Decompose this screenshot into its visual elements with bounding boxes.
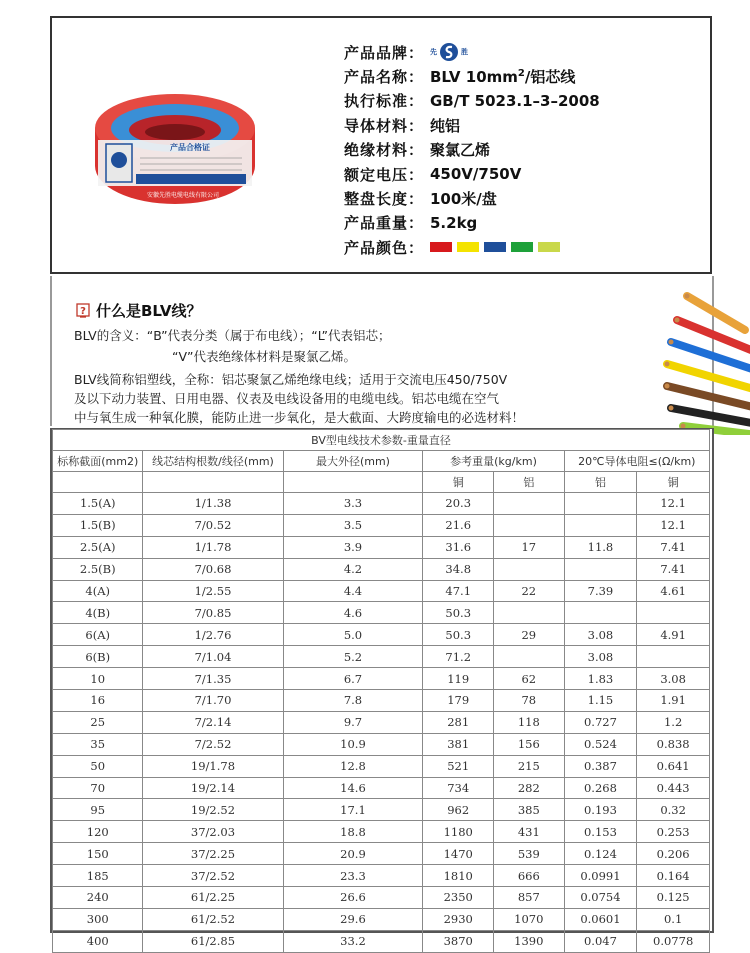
spec-colors bbox=[344, 235, 600, 259]
table-cell: 215 bbox=[494, 755, 565, 777]
spec-label: 产品重量： bbox=[344, 214, 425, 233]
table-cell: 7.8 bbox=[283, 690, 423, 712]
table-cell bbox=[637, 602, 710, 624]
table-row bbox=[53, 624, 710, 646]
table-cell: 7.41 bbox=[637, 558, 710, 580]
table-cell: 0.524 bbox=[564, 733, 637, 755]
spec-length bbox=[344, 186, 600, 210]
table-cell: 281 bbox=[423, 711, 494, 733]
table-cell: 0.838 bbox=[637, 733, 710, 755]
table-row bbox=[53, 821, 710, 843]
intro-line: 及以下动力装置、日用电器、仪表及电线设备用的电缆电线。铝芯电缆在空气 bbox=[74, 391, 500, 406]
table-row bbox=[53, 777, 710, 799]
intro-line: 中与氧生成一种氧化膜，能防止进一步氧化，是大截面、大跨度输电的必选材料！ bbox=[74, 410, 525, 425]
spec-value: 450V/750V bbox=[430, 165, 522, 184]
table-cell bbox=[494, 558, 565, 580]
table-cell bbox=[564, 514, 637, 536]
table-cell: 300 bbox=[53, 908, 143, 930]
spec-label: 产品名称： bbox=[344, 68, 425, 87]
table-cell: 3870 bbox=[423, 930, 494, 952]
table-cell: 0.0754 bbox=[564, 887, 637, 909]
spec-brand bbox=[344, 40, 600, 64]
table-row bbox=[53, 558, 710, 580]
table-cell: 0.124 bbox=[564, 843, 637, 865]
color-swatch bbox=[484, 242, 506, 252]
table-cell: 18.8 bbox=[283, 821, 423, 843]
table-cell: 31.6 bbox=[423, 536, 494, 558]
table-cell: 61/2.85 bbox=[143, 930, 283, 952]
table-cell: 1390 bbox=[494, 930, 565, 952]
col-header-resistance: 20℃导体电阻≤(Ω/km) bbox=[564, 451, 709, 472]
spec-label: 产品品牌： bbox=[344, 43, 425, 62]
table-row bbox=[53, 493, 710, 515]
table-cell: 4.61 bbox=[637, 580, 710, 602]
table-cell: 3.08 bbox=[564, 624, 637, 646]
intro-title bbox=[76, 300, 202, 321]
table-row bbox=[53, 668, 710, 690]
name-value-suffix: /铝芯线 bbox=[524, 68, 576, 87]
table-cell bbox=[564, 558, 637, 580]
table-cell: 521 bbox=[423, 755, 494, 777]
table-row bbox=[53, 755, 710, 777]
table-cell: 14.6 bbox=[283, 777, 423, 799]
table-cell: 7/1.35 bbox=[143, 668, 283, 690]
table-row bbox=[53, 908, 710, 930]
table-cell: 35 bbox=[53, 733, 143, 755]
table-cell: 10.9 bbox=[283, 733, 423, 755]
table-cell: 1.83 bbox=[564, 668, 637, 690]
table-cell: 23.3 bbox=[283, 865, 423, 887]
table-cell: 29.6 bbox=[283, 908, 423, 930]
color-swatches bbox=[430, 242, 560, 252]
table-cell: 4.6 bbox=[283, 602, 423, 624]
table-cell: 381 bbox=[423, 733, 494, 755]
table-cell: 1.15 bbox=[564, 690, 637, 712]
table-cell: 0.387 bbox=[564, 755, 637, 777]
product-info-panel bbox=[50, 16, 712, 274]
coil-label-title: 产品合格证 bbox=[170, 143, 210, 152]
table-cell: 19/2.52 bbox=[143, 799, 283, 821]
table-cell: 71.2 bbox=[423, 646, 494, 668]
table-cell: 0.047 bbox=[564, 930, 637, 952]
table-cell: 61/2.52 bbox=[143, 908, 283, 930]
table-cell: 37/2.52 bbox=[143, 865, 283, 887]
table-cell: 62 bbox=[494, 668, 565, 690]
spec-value: 聚氯乙烯 bbox=[430, 141, 491, 160]
spec-voltage bbox=[344, 162, 600, 186]
table-cell: 1810 bbox=[423, 865, 494, 887]
table-cell: 16 bbox=[53, 690, 143, 712]
svg-text:?: ? bbox=[80, 305, 86, 317]
table-cell: 0.0991 bbox=[564, 865, 637, 887]
table-row bbox=[53, 690, 710, 712]
table-cell: 179 bbox=[423, 690, 494, 712]
wires-illustration bbox=[627, 290, 750, 435]
name-value-sup: 2 bbox=[517, 68, 525, 80]
table-cell: 33.2 bbox=[283, 930, 423, 952]
table-cell: 70 bbox=[53, 777, 143, 799]
table-cell bbox=[564, 493, 637, 515]
table-cell: 20.9 bbox=[283, 843, 423, 865]
spec-standard bbox=[344, 89, 600, 113]
table-cell: 118 bbox=[494, 711, 565, 733]
intro-line: BLV的含义：“B”代表分类（属于布电线）；“L”代表铝芯； bbox=[74, 328, 391, 343]
spec-table bbox=[50, 428, 714, 949]
spec-label: 绝缘材料： bbox=[344, 141, 425, 160]
sub-header-empty bbox=[143, 472, 283, 493]
table-cell: 12.1 bbox=[637, 493, 710, 515]
table-row bbox=[53, 865, 710, 887]
table-cell: 282 bbox=[494, 777, 565, 799]
table-cell: 0.253 bbox=[637, 821, 710, 843]
table-cell: 4(A) bbox=[53, 580, 143, 602]
table-cell bbox=[494, 602, 565, 624]
table-cell: 7/0.52 bbox=[143, 514, 283, 536]
table-cell: 1/1.78 bbox=[143, 536, 283, 558]
table-cell: 3.9 bbox=[283, 536, 423, 558]
table-cell: 0.206 bbox=[637, 843, 710, 865]
brand-logo-icon bbox=[439, 42, 459, 62]
color-swatch bbox=[457, 242, 479, 252]
spec-value: GB/T 5023.1–3–2008 bbox=[430, 91, 600, 110]
table-cell: 50.3 bbox=[423, 602, 494, 624]
table-cell: 3.08 bbox=[564, 646, 637, 668]
table-cell: 50.3 bbox=[423, 624, 494, 646]
table-cell: 17.1 bbox=[283, 799, 423, 821]
table-cell: 431 bbox=[494, 821, 565, 843]
table-cell bbox=[494, 514, 565, 536]
table-cell: 3.5 bbox=[283, 514, 423, 536]
table-cell: 1/2.55 bbox=[143, 580, 283, 602]
table-caption: BV型电线技术参数-重量直径 bbox=[53, 430, 710, 451]
table-cell: 2.5(B) bbox=[53, 558, 143, 580]
table-cell bbox=[494, 493, 565, 515]
table-cell: 7/0.85 bbox=[143, 602, 283, 624]
table-cell: 0.0601 bbox=[564, 908, 637, 930]
table-cell: 1/1.38 bbox=[143, 493, 283, 515]
question-person-icon bbox=[76, 303, 90, 319]
table-cell: 37/2.25 bbox=[143, 843, 283, 865]
table-cell: 19/1.78 bbox=[143, 755, 283, 777]
table-cell: 734 bbox=[423, 777, 494, 799]
table-cell: 2350 bbox=[423, 887, 494, 909]
table-cell: 29 bbox=[494, 624, 565, 646]
table-cell: 19/2.14 bbox=[143, 777, 283, 799]
table-row bbox=[53, 711, 710, 733]
table-row bbox=[53, 799, 710, 821]
table-row bbox=[53, 887, 710, 909]
spec-weight bbox=[344, 211, 600, 235]
table-cell: 0.32 bbox=[637, 799, 710, 821]
table-cell: 5.0 bbox=[283, 624, 423, 646]
table-cell: 539 bbox=[494, 843, 565, 865]
table-cell bbox=[637, 646, 710, 668]
table-cell: 7/1.04 bbox=[143, 646, 283, 668]
table-cell: 962 bbox=[423, 799, 494, 821]
coil-label-company: 安徽先胜电缆电线有限公司 bbox=[147, 192, 220, 199]
table-cell: 9.7 bbox=[283, 711, 423, 733]
table-cell: 1.91 bbox=[637, 690, 710, 712]
color-swatch bbox=[430, 242, 452, 252]
table-cell: 0.193 bbox=[564, 799, 637, 821]
table-cell: 34.8 bbox=[423, 558, 494, 580]
table-cell: 1470 bbox=[423, 843, 494, 865]
table-cell: 61/2.25 bbox=[143, 887, 283, 909]
table-cell: 17 bbox=[494, 536, 565, 558]
table-cell: 7/1.70 bbox=[143, 690, 283, 712]
color-swatch bbox=[511, 242, 533, 252]
table-cell: 2930 bbox=[423, 908, 494, 930]
color-swatch bbox=[538, 242, 560, 252]
intro-section bbox=[50, 276, 714, 426]
table-cell: 119 bbox=[423, 668, 494, 690]
table-cell: 4.2 bbox=[283, 558, 423, 580]
table-cell: 1.5(A) bbox=[53, 493, 143, 515]
table-cell: 95 bbox=[53, 799, 143, 821]
table-cell: 666 bbox=[494, 865, 565, 887]
intro-title-text: 什么是BLV线？ bbox=[96, 302, 202, 320]
table-cell: 240 bbox=[53, 887, 143, 909]
table-cell: 0.727 bbox=[564, 711, 637, 733]
table-cell: 50 bbox=[53, 755, 143, 777]
table-cell: 385 bbox=[494, 799, 565, 821]
table-cell: 20.3 bbox=[423, 493, 494, 515]
table-cell: 12.8 bbox=[283, 755, 423, 777]
spec-value: 纯铝 bbox=[430, 116, 461, 135]
table-cell: 0.268 bbox=[564, 777, 637, 799]
table-cell: 0.153 bbox=[564, 821, 637, 843]
table-cell: 7/2.14 bbox=[143, 711, 283, 733]
table-cell: 21.6 bbox=[423, 514, 494, 536]
sub-header-aluminum-resistance: 铝 bbox=[564, 472, 637, 493]
table-cell: 1.2 bbox=[637, 711, 710, 733]
table-cell: 185 bbox=[53, 865, 143, 887]
table-cell: 11.8 bbox=[564, 536, 637, 558]
table-cell: 4.4 bbox=[283, 580, 423, 602]
col-header-weight: 参考重量(kg/km) bbox=[423, 451, 564, 472]
sub-header-empty bbox=[283, 472, 423, 493]
table-row bbox=[53, 646, 710, 668]
sub-header-aluminum-weight: 铝 bbox=[494, 472, 565, 493]
table-cell: 120 bbox=[53, 821, 143, 843]
spec-value: 5.2kg bbox=[430, 213, 478, 232]
table-cell bbox=[564, 602, 637, 624]
table-cell: 78 bbox=[494, 690, 565, 712]
table-row bbox=[53, 514, 710, 536]
table-row bbox=[53, 580, 710, 602]
table-cell: 3.3 bbox=[283, 493, 423, 515]
table-cell: 7/0.68 bbox=[143, 558, 283, 580]
spec-conductor bbox=[344, 113, 600, 137]
spec-label: 执行标准： bbox=[344, 92, 425, 111]
table-cell: 156 bbox=[494, 733, 565, 755]
table-row bbox=[53, 536, 710, 558]
intro-line: “V”代表绝缘体材料是聚氯乙烯。 bbox=[172, 349, 357, 364]
table-cell: 2.5(A) bbox=[53, 536, 143, 558]
table-cell: 7.41 bbox=[637, 536, 710, 558]
table-row bbox=[53, 843, 710, 865]
table-cell: 47.1 bbox=[423, 580, 494, 602]
table-cell: 25 bbox=[53, 711, 143, 733]
table-cell: 6(B) bbox=[53, 646, 143, 668]
table-cell: 1180 bbox=[423, 821, 494, 843]
table-cell: 0.164 bbox=[637, 865, 710, 887]
sub-header-copper-weight: 铜 bbox=[423, 472, 494, 493]
table-cell: 857 bbox=[494, 887, 565, 909]
table-row bbox=[53, 733, 710, 755]
spec-value bbox=[430, 66, 575, 87]
table-cell: 4(B) bbox=[53, 602, 143, 624]
spec-label: 产品颜色： bbox=[344, 238, 425, 257]
table-cell: 1/2.76 bbox=[143, 624, 283, 646]
table-cell: 26.6 bbox=[283, 887, 423, 909]
brand-logo-char: 胜 bbox=[461, 48, 468, 57]
table-cell: 150 bbox=[53, 843, 143, 865]
table-cell: 1.5(B) bbox=[53, 514, 143, 536]
col-header-structure: 线芯结构根数/线径(mm) bbox=[143, 451, 283, 472]
spec-value: 100米/盘 bbox=[430, 190, 497, 209]
table-cell: 0.125 bbox=[637, 887, 710, 909]
table-cell: 37/2.03 bbox=[143, 821, 283, 843]
sub-header-copper-resistance: 铜 bbox=[637, 472, 710, 493]
table-row bbox=[53, 602, 710, 624]
brand-logo-char: 先 bbox=[430, 48, 437, 57]
table-cell: 0.443 bbox=[637, 777, 710, 799]
spec-list bbox=[344, 40, 600, 260]
table-cell: 3.08 bbox=[637, 668, 710, 690]
table-cell: 0.0778 bbox=[637, 930, 710, 952]
col-header-section: 标称截面(mm2) bbox=[53, 451, 143, 472]
spec-label: 额定电压： bbox=[344, 165, 425, 184]
table-cell: 12.1 bbox=[637, 514, 710, 536]
spec-name bbox=[344, 64, 600, 88]
name-value-main: BLV 10mm bbox=[430, 68, 518, 87]
spec-label: 整盘长度： bbox=[344, 190, 425, 209]
table-cell: 7/2.52 bbox=[143, 733, 283, 755]
table-cell: 0.641 bbox=[637, 755, 710, 777]
table-cell: 22 bbox=[494, 580, 565, 602]
table-cell: 10 bbox=[53, 668, 143, 690]
table-cell: 7.39 bbox=[564, 580, 637, 602]
table-cell: 400 bbox=[53, 930, 143, 952]
table-cell: 5.2 bbox=[283, 646, 423, 668]
brand-logo bbox=[430, 42, 468, 62]
intro-line: BLV线简称铝塑线，全称：铝芯聚氯乙烯绝缘电线；适用于交流电压450/750V bbox=[74, 372, 508, 387]
spec-label: 导体材料： bbox=[344, 116, 425, 135]
table-cell: 0.1 bbox=[637, 908, 710, 930]
table-cell: 6(A) bbox=[53, 624, 143, 646]
sub-header-empty bbox=[53, 472, 143, 493]
table-cell bbox=[494, 646, 565, 668]
table-cell: 1070 bbox=[494, 908, 565, 930]
table-cell: 6.7 bbox=[283, 668, 423, 690]
col-header-diameter: 最大外径(mm) bbox=[283, 451, 423, 472]
spec-insulation bbox=[344, 138, 600, 162]
table-cell: 4.91 bbox=[637, 624, 710, 646]
